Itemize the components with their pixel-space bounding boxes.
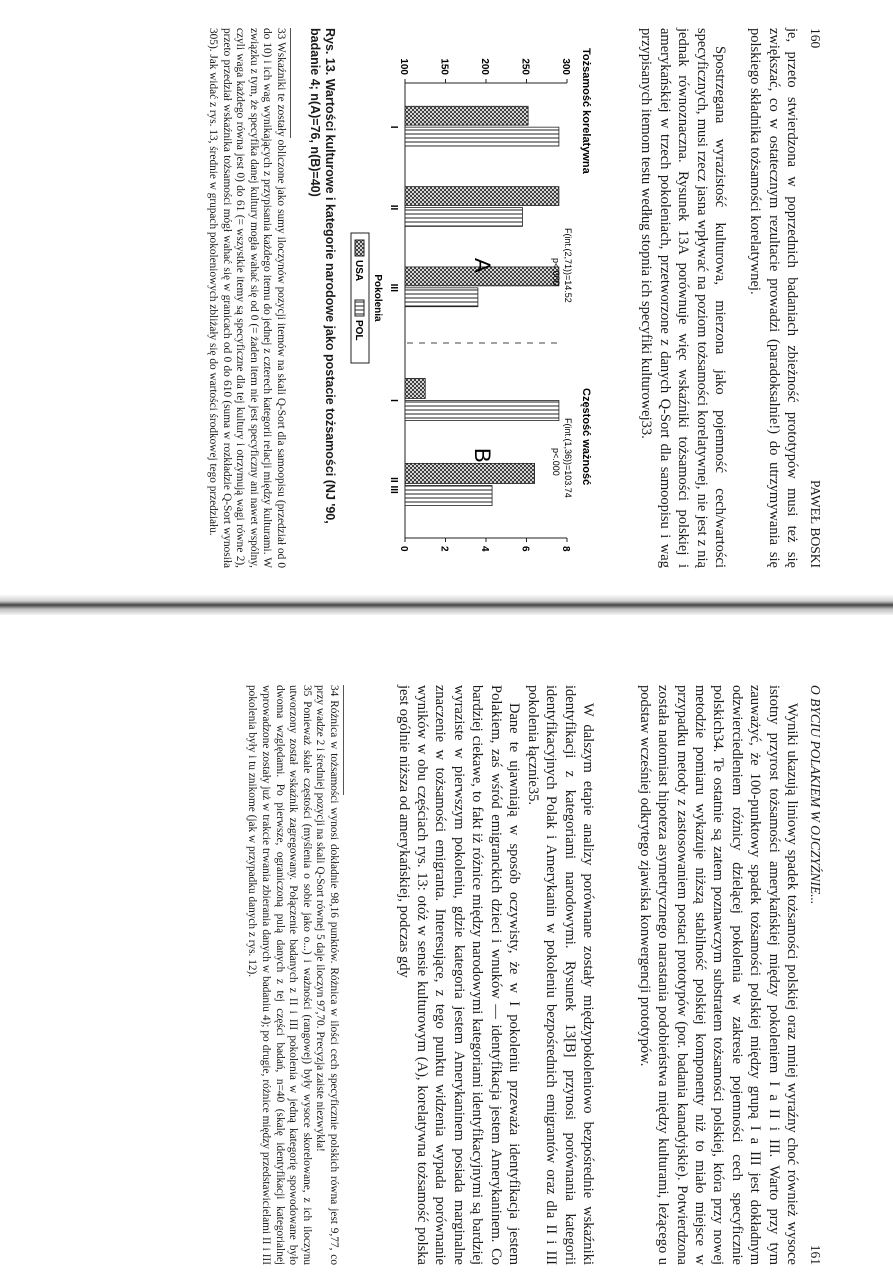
- y-tick-label-left: 200: [479, 58, 490, 75]
- left-page: [0, 0, 893, 590]
- paragraph: Spostrzegana wyrazistość kulturowa, mierzona jako pojemność cech/wartości specyficznych, musi rzecz jasna wpływać na poziom tożsamości korelatywnej, nie jest z nią jednak równoznaczna. Rysunek 13A porównuje więc wskaźniki tożsamości polskiej i amerykańskiej w trzech pokoleniach, przetworzone z danych Q-Sort dla samoopisu i wag przypisanych itemom testu według stopnia ich specyfiki kulturowej33.: [638, 28, 728, 568]
- footnote-rule: [343, 685, 344, 795]
- bar-usa: [405, 187, 559, 206]
- legend-label-pol: POL: [353, 320, 364, 341]
- x-tick-label: III: [388, 283, 399, 293]
- page-number: 161: [808, 1244, 823, 1265]
- panel-a-p: p<.000: [551, 258, 561, 286]
- running-head: O BYCIU POLAKIEM W OJCZYŹNIE...: [808, 685, 823, 905]
- y-tick-label-left: 100: [398, 58, 409, 75]
- footnote: 35 Ponieważ skale częstości (myślenia o sobie jako o...) i ważności (rangowej) były wysoce skorelowane, z ich iloczynu utworzony został wskaźnik zagregowany. Połączenie badanych z II i III pokolenia w jedną kategorię spowodowane było dwoma względami. Po pierwsze, ograniczoną pulą danych z tej części badań, n=40 (skalę identyfikacji kategorialnej wprowadzone zostały już w trakcie trwania zbierania danych w badaniu 4); po drugie, różnice między przedstawicielami II i III pokolenia były i tu znikome (jak w przypadku danych z rys. 12).: [246, 685, 313, 1265]
- chart-svg: [345, 28, 595, 568]
- bar-pol: [405, 127, 559, 146]
- bar-pol: [405, 486, 492, 506]
- x-tick-label: I: [388, 125, 399, 129]
- paragraph: Dane te ujawniają w sposób oczywisty, że w I pokoleniu przeważa identyfikacja jestem Polakiem, zaś wśród emigranckich dzieci i wnuków — identyfikacja jestem Amerykaninem. Co bardziej ciekawe, to fakt iż różnice między narodowymi kategoriami identyfikacyjnymi są bardziej wyraziste w pierwszym pokoleniu, gdzie kategoria jestem Amerykaninem posiada marginalne znaczenie w tożsamości emigranta. Interesujące, z tego punktu widzenia wypada porównanie wyników w obu częściach rys. 13: otóż w sensie kulturowym (A), korelatywna tożsamość polska jest ogólnie niższa od amerykańskiej, podczas gdy: [395, 685, 522, 1265]
- bar-usa: [405, 106, 528, 125]
- paragraph: je, przeto stwierdzona w poprzednich badaniach zbieżność prototypów musi też się zwiększać, co w ostatecznym rezultacie prowadzi (paradoksalnie!) do utrzymywania się polskiego składnika tożsamości korelatywnej.: [747, 28, 800, 568]
- y-tick-label-right: 2: [438, 546, 450, 552]
- bar-usa: [405, 463, 535, 483]
- left-page-header: [807, 28, 823, 568]
- running-head: PAWEŁ BOSKI: [808, 479, 823, 568]
- y-tick-label-right: 6: [519, 546, 531, 552]
- bar-pol: [405, 401, 559, 421]
- legend-label-usa: USA: [353, 260, 364, 282]
- page-number: 160: [808, 28, 823, 49]
- footnote-rule: [290, 28, 291, 138]
- y-tick-label-left: 250: [519, 58, 531, 75]
- legend-swatch-pol: [355, 300, 364, 316]
- panel-label-a: A: [470, 258, 495, 273]
- panel-b-p: p<.000: [551, 448, 561, 476]
- y-axis-title-right: Częstość ważność: [580, 388, 592, 486]
- x-tick-label: I: [388, 399, 399, 402]
- book-binding: [0, 595, 893, 615]
- y-tick-label-left: 300: [560, 58, 571, 75]
- right-page-header: [807, 685, 823, 1265]
- y-tick-label-left: 150: [438, 58, 450, 75]
- y-axis-title-left: Tożsamość korelatywna: [580, 48, 592, 174]
- figure-caption: Rys. 13. Wartości kulturowe i kategorie narodowe jako postacie tożsamości (NJ '90, badanie 4; n(A)=76, n(B)=40): [308, 28, 337, 524]
- paragraph: W dalszym etapie analizy porównane zostały międzypokoleniowo bezpośrednie wskaźniki identyfikacji z kategoriami narodowymi. Rysunek 13[B] przynosi porównania kategorii identyfikacyjnych Polak i Amerykanin w pokoleniu bezpośrednich emigrantów oraz dla II i III pokolenia łącznie35.: [524, 685, 596, 1265]
- figure-13: [345, 28, 595, 568]
- bar-pol: [405, 288, 478, 307]
- panel-label-b: B: [470, 448, 495, 463]
- y-tick-label-right: 0: [398, 546, 409, 552]
- x-tick-label: II: [388, 204, 399, 211]
- x-axis-title: Pokolenia: [372, 274, 383, 322]
- y-tick-label-right: 8: [560, 546, 571, 552]
- y-tick-label-right: 4: [479, 546, 490, 552]
- bar-pol: [405, 208, 522, 227]
- footnote: 34 Różnica w tożsamości wynosi dokładnie 98,16 punktów. Różnica w ilości cech specyficznie polskich równa jest 9,77, co przy wadze 2 i średniej pozycji na skali Q-Sort równej 5 daje iloczyn 97,70. Precyzja zaiste niezwykła!: [314, 685, 340, 1265]
- panel-b-stat: F(int.(1,36))=103.74: [563, 418, 573, 498]
- paragraph: Wyniki ukazują liniowy spadek tożsamości polskiej oraz mniej wyraźny choć również wysoce istotny przyrost tożsamości amerykańskiej między pokoleniem I a II i III. Warto przy tym zauważyć, że 100-punktowy spadek tożsamości polskiej między grupą I a III jest dokładnym odzwierciedleniem różnicy dzielącej pokolenia w zakresie pojemności cech specyficznie polskich34. Te ostatnie są zatem poznawczym substratem tożsamości polskiej, która przy nowej metodzie pomiaru wykazuje niższą stabilność polskiej komponenty niż to miało miejsce w przypadku metody z zastosowaniem postaci prototypów (por. badania kanadyjskie). Potwierdzona została natomiast hipoteza asymetrycznego narastania podobieństwa między kulturami, leżącego u podstaw wcześniej odkrytego zjawiska konwergencji prototypów.: [636, 685, 800, 1265]
- legend-swatch-usa: [355, 240, 364, 256]
- right-page: [0, 615, 893, 1265]
- footnote: 33 Wskaźniki te zostały obliczone jako sumy iloczynów pozycji itemów na skali Q-Sort dla samoopisu (przedział od 0 do 10) i ich wag wynikających z przypisania każdego itemu do jednej z czterech kategorii relacji między kulturami. W związku z tym, że specyfika danej kultury mogła wahać się od 0 (= żaden item nie jest specyficzny ani nawet wspólny, czyli waga każdego równa jest 0) do 61 (= wszystkie itemy są specyficzne dla tej kultury i otrzymują wagi równe 2), przeto przedział wskaźnika tożsamości mógł wahać się w granicach od 0 do 610 (suma w rozkładzie Q-Sort wynosiła 305). Jak widać z rys. 13, średnie w grupach pokoleniowych zbliżały się do wartości środkowej tego przedziału.: [207, 28, 287, 568]
- x-tick-label: II III: [388, 477, 399, 494]
- bar-usa: [405, 378, 425, 398]
- panel-a-stat: F(int.(2,71))=14.52: [563, 228, 573, 303]
